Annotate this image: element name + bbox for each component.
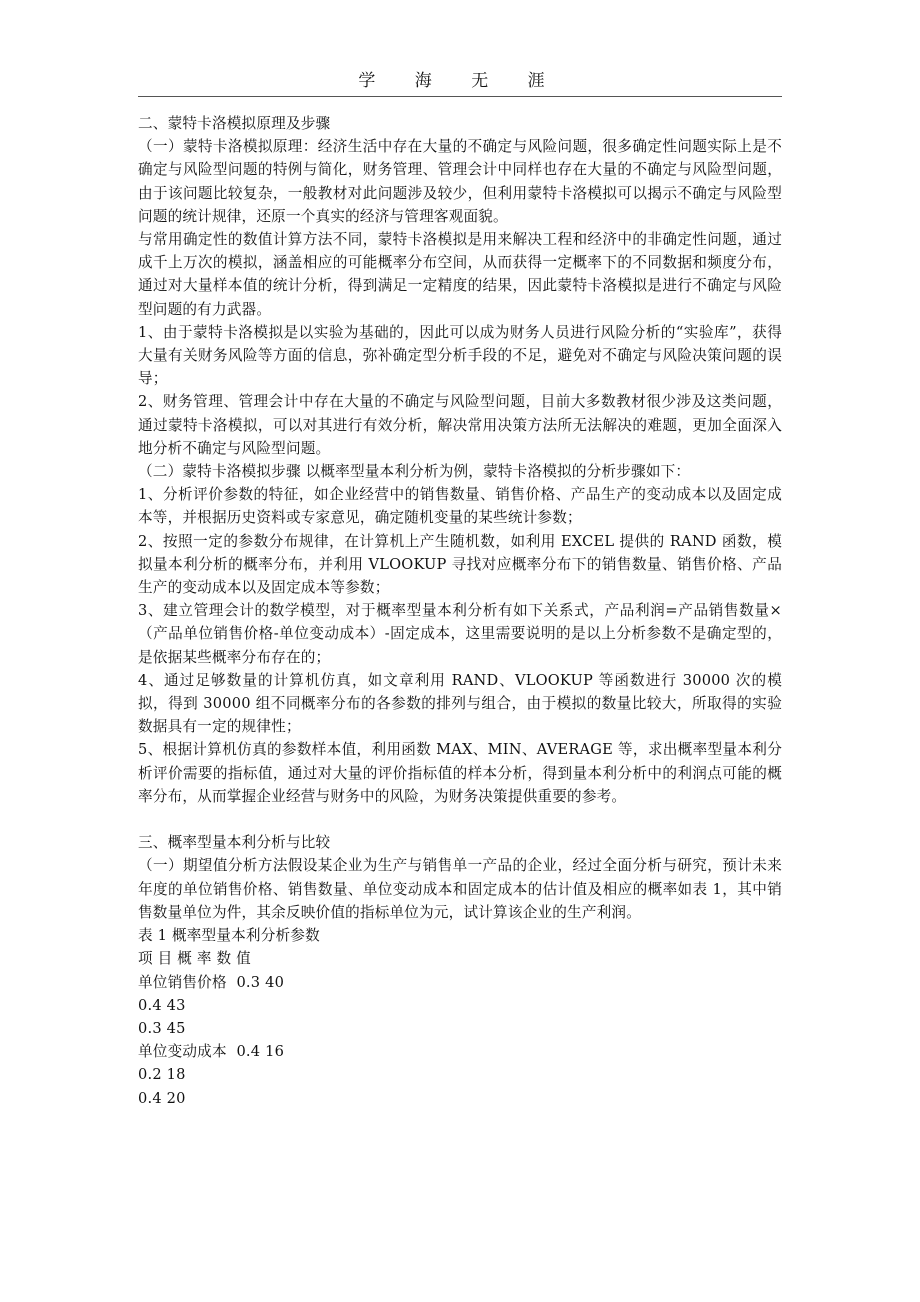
table-row: 单位变动成本 0.4 16	[138, 1043, 285, 1061]
paragraph: （二）蒙特卡洛模拟步骤 以概率型量本利分析为例，蒙特卡洛模拟的分析步骤如下：	[138, 463, 691, 481]
paragraph: 1、分析评价参数的特征，如企业经营中的销售数量、销售价格、产品生产的变动成本以及固定成本等，并根据历史资料或专家意见，确定随机变量的某些统计参数；	[138, 486, 782, 527]
table-row: 0.3 45	[138, 1019, 186, 1037]
table-caption: 表 1 概率型量本利分析参数	[138, 927, 320, 945]
paragraph: 2、按照一定的参数分布规律，在计算机上产生随机数，如利用 EXCEL 提供的 RAND 函数，模拟量本利分析的概率分布，并利用 VLOOKUP 寻找对应概率分布下的销售数量、销售价格、产品生产的变动成本以及固定成本等参数；	[138, 532, 782, 597]
section-heading: 二、蒙特卡洛模拟原理及步骤	[138, 115, 331, 132]
header-rule	[138, 96, 782, 97]
paragraph: （一）期望值分析方法假设某企业为生产与销售单一产品的企业，经过全面分析与研究，预计未来年度的单位销售价格、销售数量、单位变动成本和固定成本的估计值及相应的概率如表 1，其中销售数量单位为件，其余反映价值的指标单位为元，试计算该企业的生产利润。	[138, 857, 782, 921]
table-row: 0.2 18	[138, 1066, 186, 1084]
spacer	[138, 808, 782, 831]
paragraph: 5、根据计算机仿真的参数样本值，利用函数 MAX、MIN、AVERAGE 等，求出概率型量本利分析评价需要的指标值，通过对大量的评价指标值的样本分析，得到量本利分析中的利润点可能的概率分布，从而掌握企业经营与财务中的风险，为财务决策提供重要的参考。	[138, 741, 782, 805]
table-row: 0.4 20	[138, 1089, 186, 1107]
paragraph: 3、建立管理会计的数学模型，对于概率型量本利分析有如下关系式，产品利润=产品销售数量×（产品单位销售价格-单位变动成本）-固定成本，这里需要说明的是以上分析参数不是确定型的，是依据某些概率分布存在的；	[138, 602, 782, 666]
page-header: 学 海 无 涯	[358, 71, 562, 91]
table-row: 单位销售价格 0.3 40	[138, 973, 285, 991]
document-body	[138, 112, 782, 1110]
paragraph: （一）蒙特卡洛模拟原理：经济生活中存在大量的不确定与风险问题，很多确定性问题实际上是不确定与风险型问题的特例与简化，财务管理、管理会计中同样也存在大量的不确定与风险型问题，由于该问题比较复杂，一般教材对此问题涉及较少，但利用蒙特卡洛模拟可以揭示不确定与风险型问题的统计规律，还原一个真实的经济与管理客观面貌。	[138, 138, 782, 225]
table-row: 0.4 43	[138, 996, 186, 1014]
section-heading: 三、概率型量本利分析与比较	[138, 834, 331, 852]
paragraph: 4、通过足够数量的计算机仿真，如文章利用 RAND、VLOOKUP 等函数进行 30000 次的模拟，得到 30000 组不同概率分布的各参数的排列与组合，由于模拟的数量比较大，所取得的实验数据具有一定的规律性；	[138, 671, 782, 736]
paragraph: 1、由于蒙特卡洛模拟是以实验为基础的，因此可以成为财务人员进行风险分析的“实验库”，获得大量有关财务风险等方面的信息，弥补确定型分析手段的不足，避免对不确定与风险决策问题的误导；	[138, 323, 782, 388]
paragraph: 与常用确定性的数值计算方法不同，蒙特卡洛模拟是用来解决工程和经济中的非确定性问题，通过成千上万次的模拟，涵盖相应的可能概率分布空间，从而获得一定概率下的不同数据和频度分布，通过对大量样本值的统计分析，得到满足一定精度的结果，因此蒙特卡洛模拟是进行不确定与风险型问题的有力武器。	[138, 231, 782, 318]
table-header: 项 目 概 率 数 值	[138, 950, 251, 968]
paragraph: 2、财务管理、管理会计中存在大量的不确定与风险型问题，目前大多数教材很少涉及这类问题，通过蒙特卡洛模拟，可以对其进行有效分析，解决常用决策方法所无法解决的难题，更加全面深入地分析不确定与风险型问题。	[138, 393, 782, 457]
